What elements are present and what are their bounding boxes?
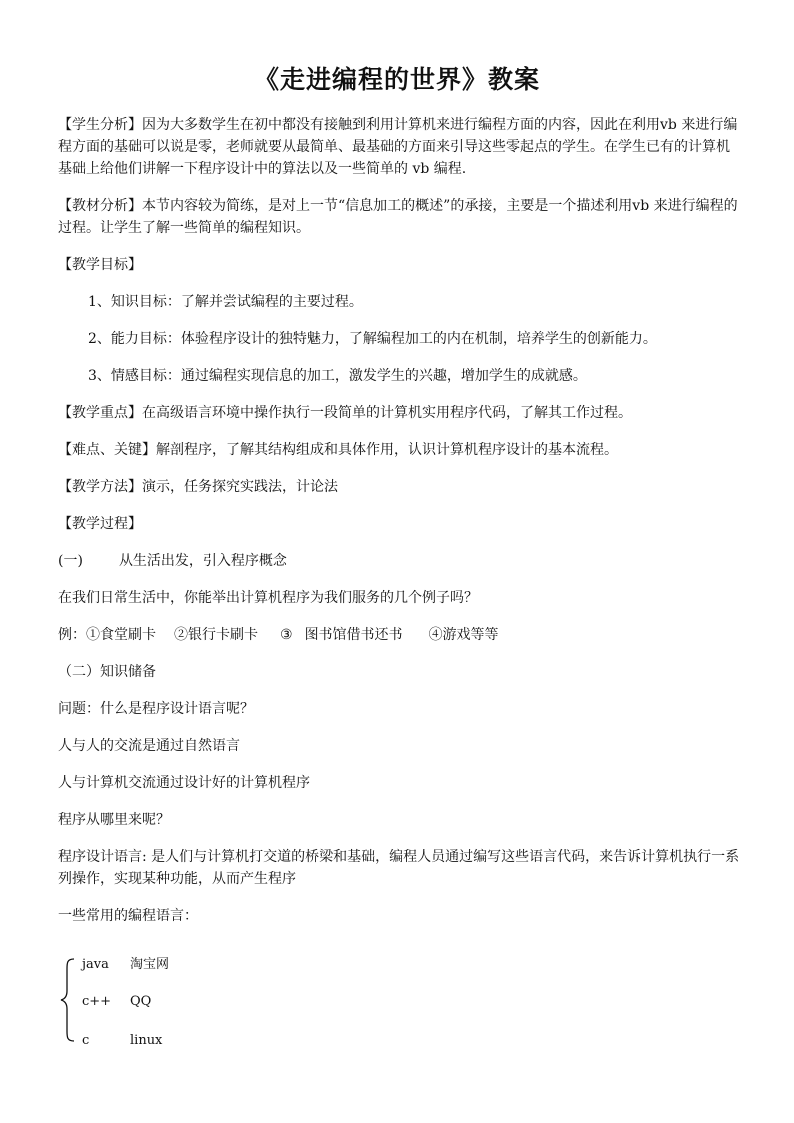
- language-row: [82, 992, 151, 1012]
- language-example: linux: [130, 1033, 163, 1048]
- left-brace-icon: [58, 955, 78, 1045]
- examples-line: [58, 624, 740, 646]
- methods-text: 演示，任务探究实践法，计论法: [142, 479, 338, 495]
- example-item: ③: [280, 627, 293, 643]
- example-item: ②银行卡刷卡: [174, 627, 258, 643]
- human-communication-line: 人与人的交流是通过自然语言: [58, 738, 240, 754]
- language-row: [82, 955, 169, 975]
- section-one-number: (一): [58, 553, 83, 569]
- languages-brace-list: [58, 955, 358, 1048]
- key-points-text: 在高级语言环境中操作执行一段简单的计算机实用程序代码，了解其工作过程。: [142, 405, 632, 421]
- language-example: QQ: [130, 994, 152, 1009]
- example-item: 图书馆借书还书: [304, 627, 403, 643]
- page-title: 《走进编程的世界》教案: [253, 65, 540, 94]
- example-item: ①食堂刷卡: [86, 627, 156, 643]
- difficulties-text: 解剖程序，了解其结构组成和具体作用，认识计算机程序设计的基本流程。: [156, 442, 618, 458]
- document-body: [58, 114, 740, 942]
- methods-paragraph: [58, 476, 740, 498]
- key-points-paragraph: [58, 402, 740, 424]
- difficulties-label: 【难点、关键】: [58, 442, 156, 458]
- methods-label: 【教学方法】: [58, 479, 142, 495]
- material-analysis-text: 本节内容较为简练，是对上一节“信息加工的概述”的承接，主要是一个描述利用vb 来进行编程的过程。让学生了解一些简单的编程知识。: [58, 198, 738, 236]
- goal-item-emotion: 3、情感目标：通过编程实现信息的加工，激发学生的兴趣，增加学生的成就感。: [88, 368, 587, 384]
- goal-item-knowledge: 1、知识目标：了解并尝试编程的主要过程。: [88, 294, 363, 310]
- language-name: java: [82, 957, 109, 972]
- student-analysis-text: 因为大多数学生在初中都没有接触到利用计算机来进行编程方面的内容，因此在利用vb 来进行编程方面的基础可以说是零，老师就要从最简单、最基础的方面来引导这些零起点的学生。在学生已有的计算机基础上给他们讲解一下程序设计中的算法以及一些简单的 vb 编程.: [58, 117, 738, 177]
- common-languages-label: 一些常用的编程语言：: [58, 908, 198, 924]
- section-one-title: 从生活出发，引入程序概念: [118, 553, 287, 569]
- material-analysis-paragraph: [58, 195, 740, 239]
- question-language: 问题：什么是程序设计语言呢？: [58, 701, 254, 717]
- goal-item-ability: 2、能力目标：体验程序设计的独特魅力，了解编程加工的内在机制，培养学生的创新能力。: [88, 331, 657, 347]
- key-points-label: 【教学重点】: [58, 405, 142, 421]
- definition-paragraph: 程序设计语言: 是人们与计算机打交道的桥梁和基础，编程人员通过编写这些语言代码，来告诉计算机执行一系列操作，实现某种功能，从而产生程序: [58, 849, 740, 887]
- question-program-source: 程序从哪里来呢？: [58, 812, 170, 828]
- student-analysis-label: 【学生分析】: [58, 117, 142, 133]
- language-name: c: [82, 1033, 90, 1048]
- student-analysis-paragraph: [58, 114, 740, 180]
- examples-prefix: 例：: [58, 627, 86, 643]
- example-item: ④游戏等等: [428, 627, 499, 643]
- process-heading: 【教学过程】: [58, 516, 142, 532]
- goals-heading: 【教学目标】: [58, 257, 142, 273]
- language-name: c++: [82, 994, 112, 1009]
- question-examples: 在我们日常生活中，你能举出计算机程序为我们服务的几个例子吗？: [58, 590, 478, 606]
- computer-communication-line: 人与计算机交流通过设计好的计算机程序: [58, 775, 310, 791]
- difficulties-paragraph: [58, 439, 740, 461]
- section-two-heading: （二）知识储备: [58, 664, 156, 680]
- section-one-heading: [58, 550, 740, 572]
- language-example: 淘宝网: [130, 957, 170, 972]
- language-row: [82, 1031, 162, 1051]
- material-analysis-label: 【教材分析】: [58, 198, 142, 214]
